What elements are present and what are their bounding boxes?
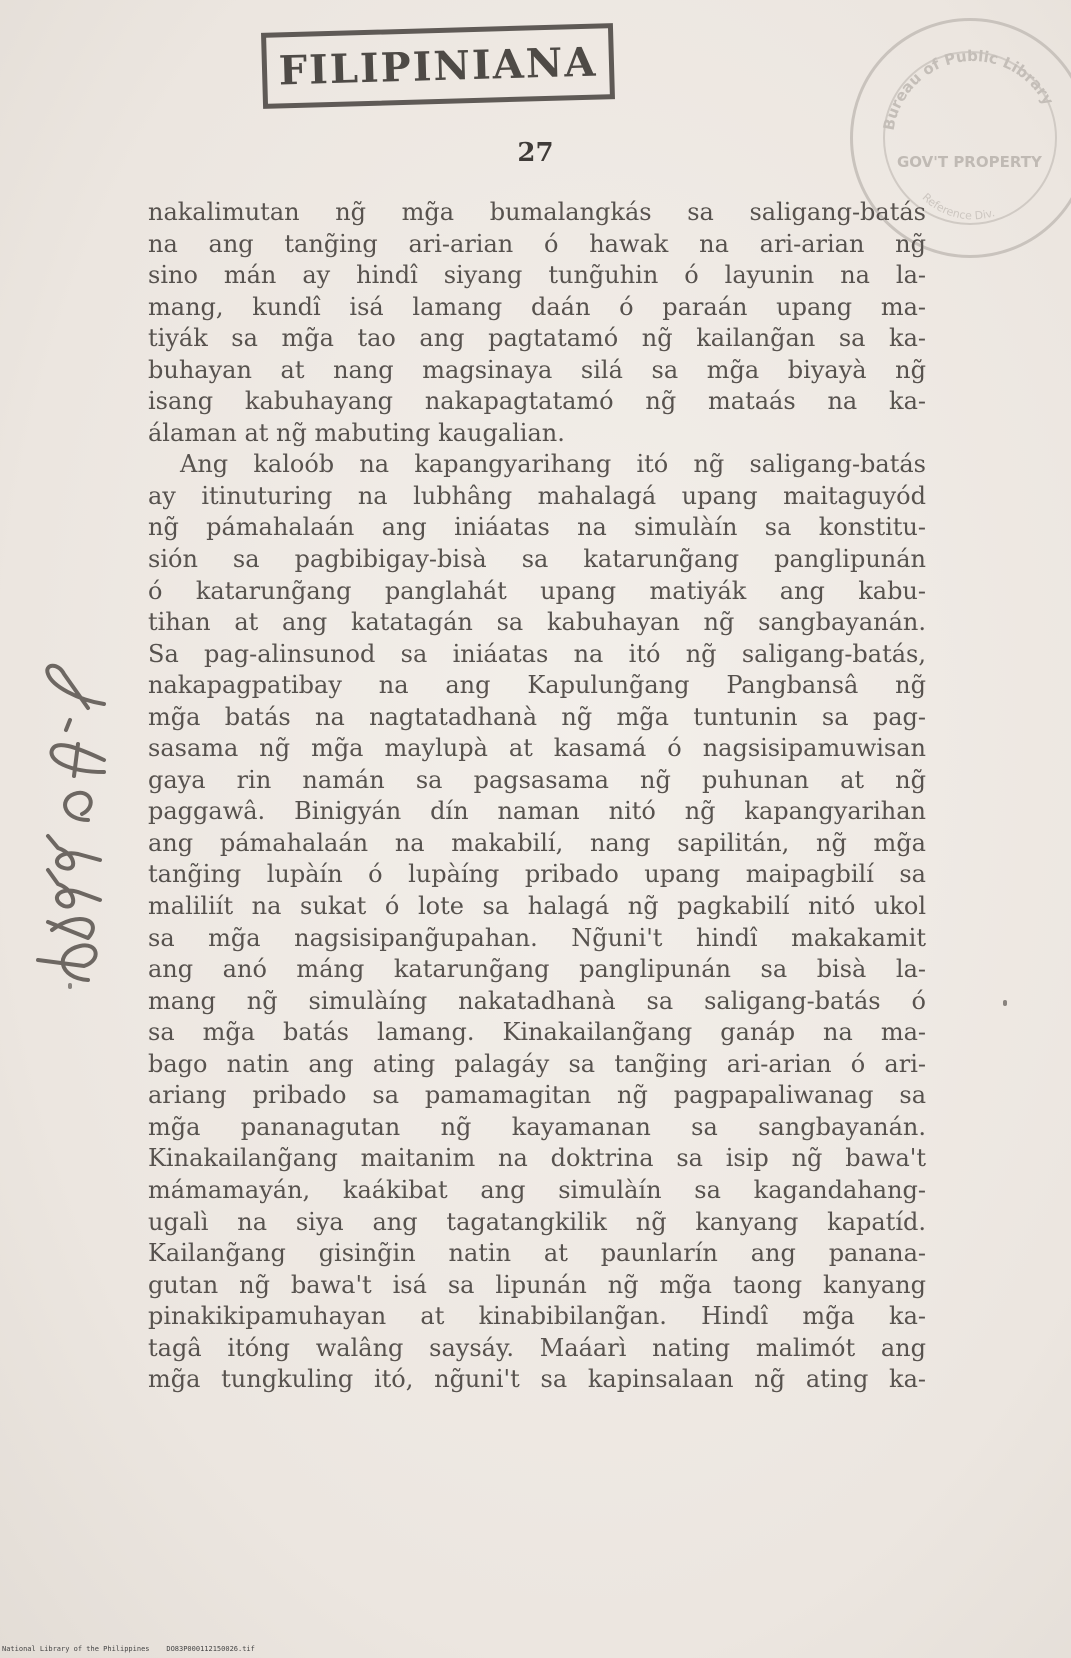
text-line: tiyák sa mg̃a tao ang pagtatamó ng̃ kailang̃an sa ka-: [148, 324, 926, 353]
text-line: mg̃a pananagutan ng̃ kayamanan sa sangbayanán.: [148, 1112, 926, 1141]
text-line: ó katarung̃ang panglahát upang matiyák ang kabu-: [148, 576, 926, 605]
text-line: nakapagpatibay na ang Kapulung̃ang Pangbansâ ng̃: [148, 671, 926, 700]
text-line: sasama ng̃ mg̃a maylupà at kasamá ó nagsisipamuwisan: [148, 734, 926, 763]
text-line: isang kabuhayang nakapagtatamó ng̃ mataás na ka-: [148, 387, 926, 416]
text-line: mang ng̃ simulàíng nakatadhanà sa saligang-batás ó: [148, 986, 926, 1015]
text-line: sino mán ay hindî siyang tung̃uhin ó layunin na la-: [148, 261, 926, 290]
text-line: gutan ng̃ bawa't isá sa lipunán ng̃ mg̃a taong kanyang: [148, 1270, 926, 1299]
text-line: sa mg̃a batás lamang. Kinakailang̃ang ganáp na ma-: [148, 1018, 926, 1047]
handwritten-call-number: [18, 660, 128, 990]
seal-bottom-text: Reference Div.: [919, 190, 997, 223]
text-line: Sa pag-alinsunod sa iniáatas na itó ng̃ saligang-batás,: [148, 639, 926, 668]
text-line: paggawâ. Binigyán dín naman nitó ng̃ kapangyarihan: [148, 797, 926, 826]
text-line: mg̃a tungkuling itó, ng̃uni't sa kapinsalaan ng̃ ating ka-: [148, 1365, 926, 1394]
text-line: ay itinuturing na lubhâng mahalagá upang maitaguyód: [148, 481, 926, 510]
text-line: tagâ itóng walâng saysáy. Maáarì nating malimót ang: [148, 1333, 926, 1362]
text-line: bago natin ang ating palagáy sa tang̃ing ari-arian ó ari-: [148, 1049, 926, 1078]
text-line: Kailang̃ang gising̃in natin at paunlarín ang panana-: [148, 1239, 926, 1268]
body-text: [148, 197, 926, 1396]
text-line: buhayan at nang magsinaya silá sa mg̃a biyayà ng̃: [148, 355, 926, 384]
text-line: ang anó máng katarung̃ang panglipunán sa bisà la-: [148, 955, 926, 984]
filipiniana-stamp: [261, 23, 615, 109]
text-line: ugalì na siya ang tagatangkilik ng̃ kanyang kapatíd.: [148, 1207, 926, 1236]
text-line: álaman at ng̃ mabuting kaugalian.: [148, 418, 565, 447]
text-line: maliliít na sukat ó lote sa halagá ng̃ pagkabilí nitó ukol: [148, 892, 926, 921]
text-line: tihan at ang katatagán sa kabuhayan ng̃ sangbayanán.: [148, 608, 926, 637]
text-line: gaya rin namán sa pagsasama ng̃ puhunan at ng̃: [148, 765, 926, 794]
text-line: nakalimutan ng̃ mg̃a bumalangkás sa saligang-batás: [148, 198, 926, 226]
page-number: 27: [517, 138, 554, 168]
text-line: Kinakailang̃ang maitanim na doktrina sa isip ng̃ bawa't: [148, 1144, 926, 1173]
ink-speck: [1003, 1000, 1007, 1006]
text-line: ariang pribado sa pamamagitan ng̃ pagpapaliwanag sa: [148, 1081, 926, 1110]
ink-speck: [68, 983, 72, 989]
text-line: mámamayán, kaákibat ang simulàín sa kagandahang-: [148, 1175, 926, 1204]
text-line: tang̃ing lupàín ó lupàíng pribado upang maipagbilí sa: [148, 860, 926, 889]
text-line: ang pámahalaán na makabilí, nang sapilitán, ng̃ mg̃a: [148, 828, 926, 857]
seal-top-text: Bureau of Public Library: [879, 46, 1058, 132]
text-line: pinakikipamuhayan at kinabibilang̃an. Hindî mg̃a ka-: [148, 1302, 926, 1331]
text-line: sa mg̃a nagsisipang̃upahan. Ng̃uni't hindî makakamit: [148, 923, 926, 952]
text-line: mang, kundî isá lamang daán ó paraán upang ma-: [148, 292, 926, 321]
text-line: mg̃a batás na nagtatadhanà ng̃ mg̃a tuntunin sa pag-: [148, 702, 926, 731]
text-line: Ang kaloób na kapangyarihang itó ng̃ saligang-batás: [180, 450, 926, 479]
seal-middle-text: GOV'T PROPERTY: [897, 153, 1042, 171]
text-line: sión sa pagbibigay-bisà sa katarung̃ang panglipunán: [148, 545, 926, 574]
text-line: ng̃ pámahalaán ang iniáatas na simulàín sa konstitu-: [148, 513, 926, 542]
scan-footer: National Library of the Philippines DO83P000112150026.tif: [2, 1645, 255, 1653]
stamp-label: FILIPINIANA: [278, 38, 598, 94]
text-line: na ang tang̃ing ari-arian ó hawak na ari-arian ng̃: [148, 229, 926, 258]
